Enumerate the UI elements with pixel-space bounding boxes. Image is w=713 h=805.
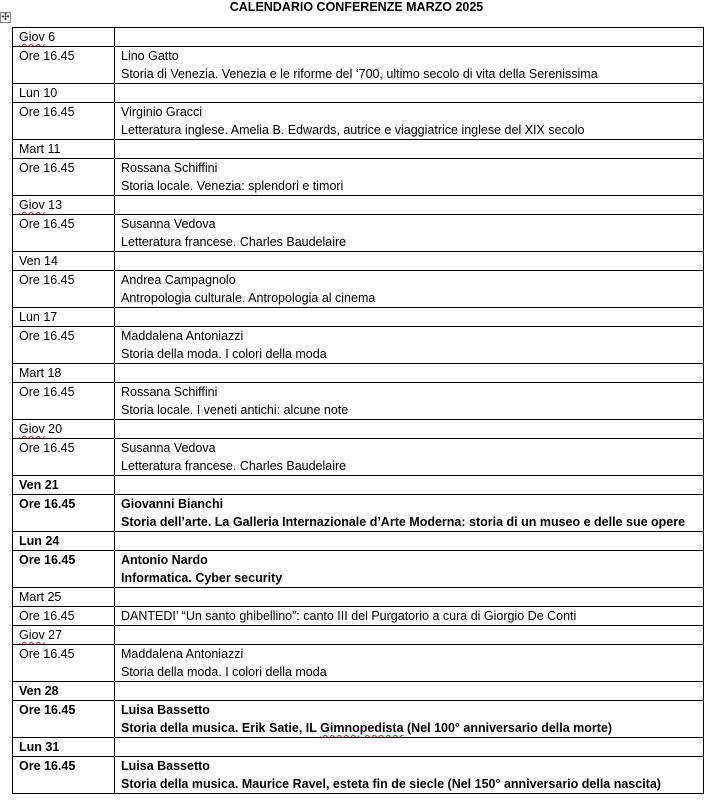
empty-cell <box>115 252 704 271</box>
day-text: Lun 31 <box>19 740 60 754</box>
day-label <box>13 84 115 103</box>
day-label <box>13 588 115 607</box>
talk-topic: Storia dell’arte. La Galleria Internazionale d’Arte Moderna: storia di un museo e delle sue opere <box>121 515 686 529</box>
day-row <box>13 588 704 607</box>
time-label: Ore 16.45 <box>13 103 115 140</box>
day-text: Mart 11 <box>19 142 61 156</box>
talk-topic: Storia della moda. I colori della moda <box>121 347 327 361</box>
day-row <box>13 738 704 757</box>
day-row <box>13 364 704 383</box>
talk-row <box>13 701 704 738</box>
empty-cell <box>115 682 704 701</box>
day-label <box>13 532 115 551</box>
speaker-name: Andrea Campagnolo <box>121 273 236 287</box>
time-label: Ore 16.45 <box>13 215 115 252</box>
spellcheck-word: Gimnopedista <box>320 721 404 735</box>
day-label <box>13 196 115 215</box>
day-row <box>13 420 704 439</box>
talk-topic: Letteratura francese. Charles Baudelaire <box>121 459 347 473</box>
day-text: Giov 27 <box>19 628 63 642</box>
talk-topic: Letteratura inglese. Amelia B. Edwards, autrice e viaggiatrice inglese del XIX secolo <box>121 123 585 137</box>
talk-topic: Storia locale. I veneti antichi: alcune note <box>121 403 349 417</box>
speaker-name: Luisa Bassetto <box>121 759 210 773</box>
talk-topic: Storia della musica. Maurice Ravel, esteta fin de siecle (Nel 150° anniversario della nascita) <box>121 777 661 791</box>
day-row <box>13 626 704 645</box>
day-text: Ven 21 <box>19 478 59 492</box>
talk-topic: Storia della moda. I colori della moda <box>121 665 327 679</box>
talk-row <box>13 607 704 626</box>
time-label: Ore 16.45 <box>13 327 115 364</box>
talk-row <box>13 47 704 84</box>
day-row <box>13 140 704 159</box>
speaker-name: Lino Gatto <box>121 49 179 63</box>
talk-row <box>13 645 704 682</box>
calendar-body <box>13 28 704 794</box>
day-label <box>13 626 115 645</box>
empty-cell <box>115 588 704 607</box>
day-label <box>13 308 115 327</box>
talk-row <box>13 327 704 364</box>
day-text: Ven 28 <box>19 684 59 698</box>
talk-details <box>115 439 704 476</box>
empty-cell <box>115 476 704 495</box>
talk-topic: Letteratura francese. Charles Baudelaire <box>121 235 347 249</box>
talk-row <box>13 159 704 196</box>
speaker-name: Luisa Bassetto <box>121 703 210 717</box>
day-text: Giov 20 <box>19 422 63 436</box>
talk-row <box>13 383 704 420</box>
talk-details <box>115 701 704 738</box>
talk-topic: Storia della musica. Erik Satie, IL Gimnopedista (Nel 100° anniversario della morte) <box>121 721 613 735</box>
time-label: Ore 16.45 <box>13 757 115 794</box>
day-row <box>13 252 704 271</box>
talk-details <box>115 47 704 84</box>
talk-row <box>13 495 704 532</box>
empty-cell <box>115 532 704 551</box>
talk-details <box>115 495 704 532</box>
day-text: Mart 18 <box>19 366 62 380</box>
day-text: Mart 25 <box>19 590 62 604</box>
empty-cell <box>115 140 704 159</box>
spellcheck-word: Giov <box>19 198 45 212</box>
day-row <box>13 532 704 551</box>
talk-topic: Informatica. Cyber security <box>121 571 283 585</box>
empty-cell <box>115 84 704 103</box>
time-label: Ore 16.45 <box>13 551 115 588</box>
talk-row <box>13 271 704 308</box>
day-text: Giov 13 <box>19 198 63 212</box>
talk-row <box>13 551 704 588</box>
speaker-name: Susanna Vedova <box>121 217 216 231</box>
speaker-name: Maddalena Antoniazzi <box>121 647 244 661</box>
day-row <box>13 84 704 103</box>
time-label: Ore 16.45 <box>13 645 115 682</box>
page-title: CALENDARIO CONFERENZE MARZO 2025 <box>229 0 484 14</box>
day-row <box>13 28 704 47</box>
day-label <box>13 738 115 757</box>
day-row <box>13 308 704 327</box>
day-label <box>13 476 115 495</box>
talk-details <box>115 757 704 794</box>
time-label: Ore 16.45 <box>13 271 115 308</box>
speaker-name: Maddalena Antoniazzi <box>121 329 244 343</box>
time-label: Ore 16.45 <box>13 607 115 626</box>
speaker-name: Rossana Schiffini <box>121 161 218 175</box>
spellcheck-word: Giov <box>19 30 45 44</box>
empty-cell <box>115 738 704 757</box>
event-text: DANTEDI’ “Un santo ghibellino”: canto III del Purgatorio a cura di Giorgio De Conti <box>115 607 704 626</box>
talk-topic: Storia locale. Venezia: splendori e timori <box>121 179 344 193</box>
talk-topic: Antropologia culturale. Antropologia al cinema <box>121 291 376 305</box>
day-row <box>13 682 704 701</box>
talk-details <box>115 271 704 308</box>
day-label <box>13 682 115 701</box>
day-text: Lun 17 <box>19 310 58 324</box>
speaker-name: Antonio Nardo <box>121 553 208 567</box>
talk-topic: Storia di Venezia. Venezia e le riforme del ‘700, ultimo secolo di vita della Serenissima <box>121 67 598 81</box>
empty-cell <box>115 308 704 327</box>
empty-cell <box>115 28 704 47</box>
talk-row <box>13 215 704 252</box>
time-label: Ore 16.45 <box>13 701 115 738</box>
talk-details <box>115 327 704 364</box>
time-label: Ore 16.45 <box>13 47 115 84</box>
empty-cell <box>115 626 704 645</box>
day-label <box>13 28 115 47</box>
speaker-name: Virginio Gracci <box>121 105 203 119</box>
table-move-handle-icon[interactable]: ✣ <box>1 12 10 23</box>
day-text: Giov 6 <box>19 30 56 44</box>
speaker-name: Rossana Schiffini <box>121 385 218 399</box>
spellcheck-word: Giov <box>19 628 45 642</box>
day-label <box>13 140 115 159</box>
day-label <box>13 364 115 383</box>
day-label <box>13 420 115 439</box>
talk-details <box>115 103 704 140</box>
talk-details <box>115 215 704 252</box>
day-row <box>13 476 704 495</box>
spellcheck-word: Giov <box>19 422 45 436</box>
day-text: Lun 10 <box>19 86 58 100</box>
empty-cell <box>115 420 704 439</box>
day-text: Ven 14 <box>19 254 58 268</box>
talk-row <box>13 103 704 140</box>
day-label <box>13 252 115 271</box>
time-label: Ore 16.45 <box>13 159 115 196</box>
empty-cell <box>115 364 704 383</box>
speaker-name: Giovanni Bianchi <box>121 497 224 511</box>
time-label: Ore 16.45 <box>13 495 115 532</box>
talk-details <box>115 551 704 588</box>
conference-calendar-table <box>12 27 704 794</box>
time-label: Ore 16.45 <box>13 383 115 420</box>
talk-details <box>115 645 704 682</box>
talk-row <box>13 757 704 794</box>
talk-row <box>13 439 704 476</box>
talk-details <box>115 159 704 196</box>
empty-cell <box>115 196 704 215</box>
day-text: Lun 24 <box>19 534 60 548</box>
day-row <box>13 196 704 215</box>
speaker-name: Susanna Vedova <box>121 441 216 455</box>
time-label: Ore 16.45 <box>13 439 115 476</box>
talk-details <box>115 383 704 420</box>
